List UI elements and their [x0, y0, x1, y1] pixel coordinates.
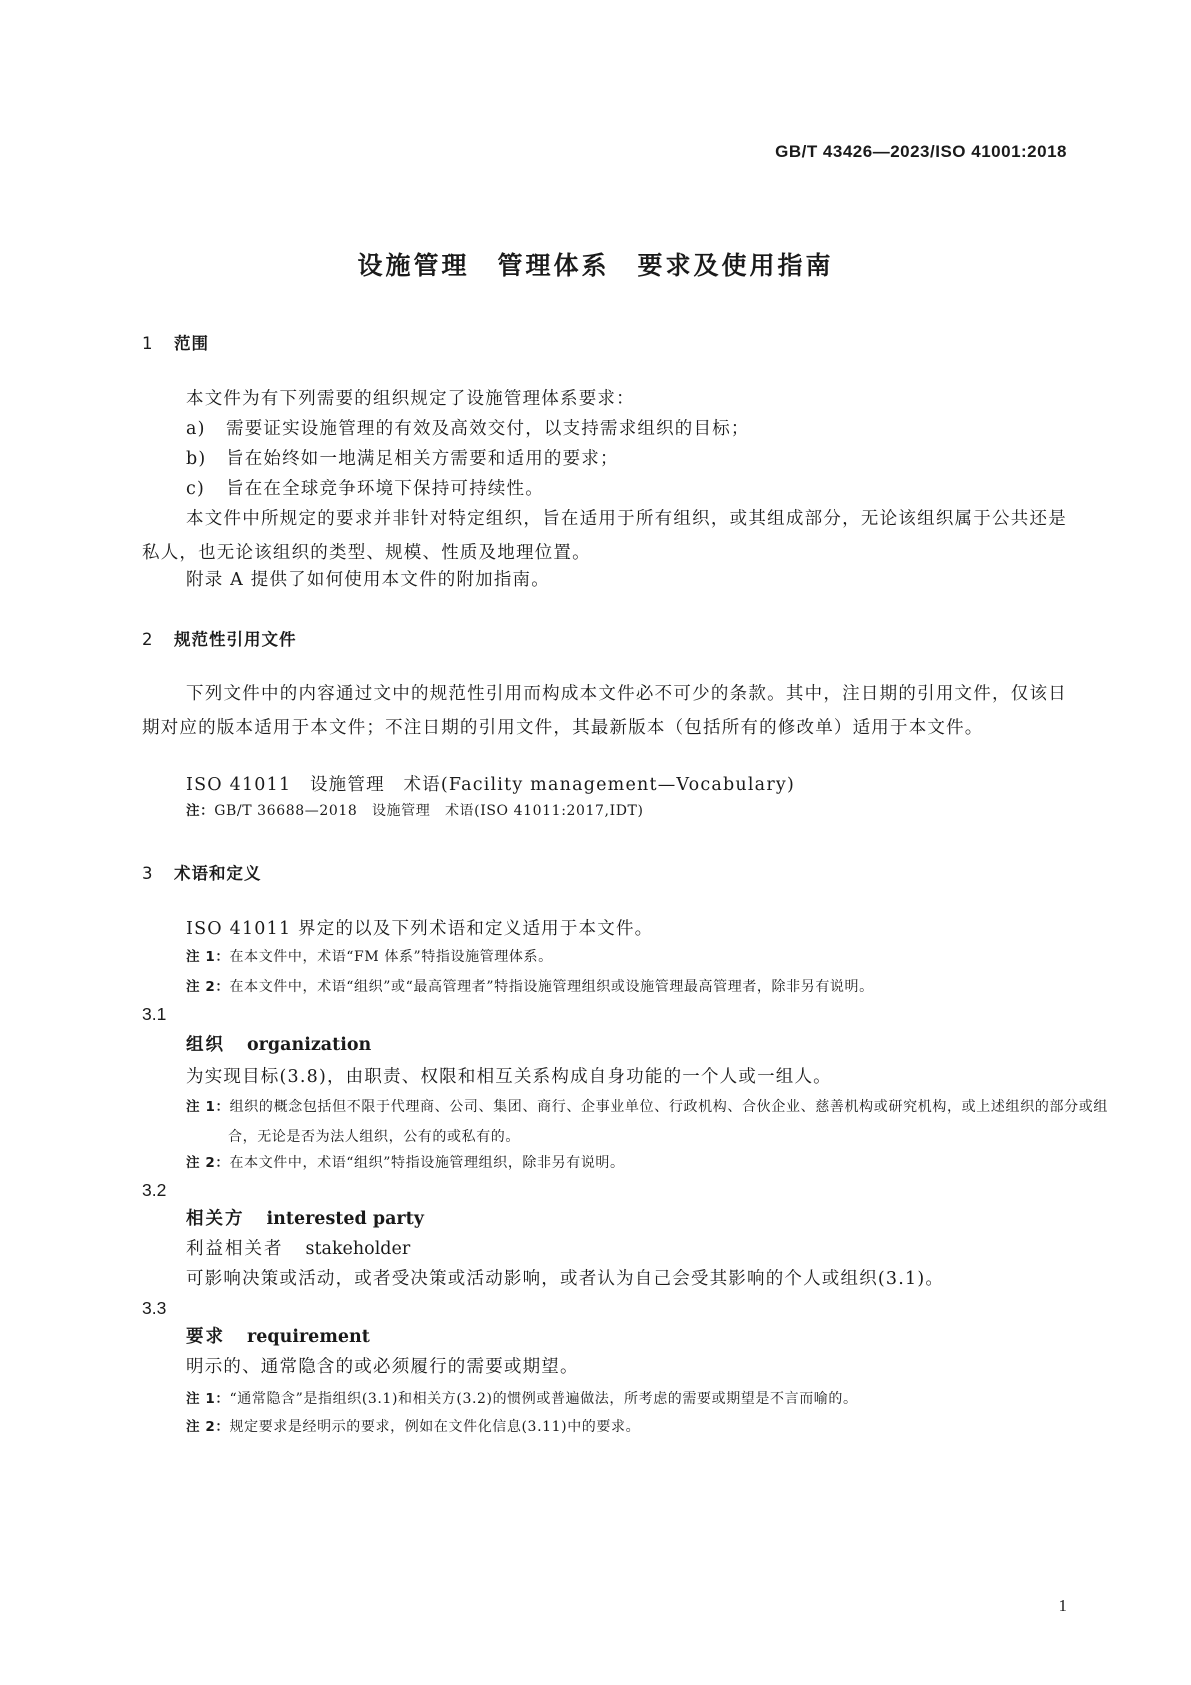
list-item-tag: b) [186, 449, 207, 469]
list-item [186, 472, 1066, 506]
list-item [186, 412, 1066, 446]
note-text: 在本文件中，术语“FM 体系”特指设施管理体系。 [229, 949, 553, 965]
note-label: 注： [186, 803, 215, 819]
terms-note-2 [186, 972, 1066, 1002]
term-number: 3.3 [142, 1298, 167, 1318]
term-definition: 可影响决策或活动，或者受决策或活动影响，或者认为自己会受其影响的个人或组织(3.1)。 [186, 1269, 945, 1289]
note-text: 组织的概念包括但不限于代理商、公司、集团、商行、企事业单位、行政机构、合伙企业、慈善机构或研究机构，或上述组织的部分或组合，无论是否为法人组织，公有的或私有的。 [228, 1099, 1108, 1145]
section-number: 3 [142, 864, 154, 883]
note-label: 注 2： [186, 979, 230, 995]
note-label: 注 1： [186, 949, 230, 965]
note-text: “通常隐含”是指组织(3.1)和相关方(3.2)的惯例或普遍做法，所考虑的需要或期望是不言而喻的。 [229, 1391, 858, 1407]
note-text: GB/T 36688—2018 设施管理 术语(ISO 41011:2017,IDT) [214, 803, 644, 819]
term-note [186, 1412, 1066, 1442]
section-2-heading [142, 626, 297, 650]
admitted-term-cn: 利益相关者 [186, 1239, 284, 1259]
term-en: requirement [247, 1327, 370, 1347]
section-title: 范围 [174, 334, 209, 353]
annex-note: 附录 A 提供了如何使用本文件的附加指南。 [186, 570, 550, 590]
document-title: 设施管理 管理体系 要求及使用指南 [357, 251, 834, 280]
page-number: 1 [1058, 1596, 1067, 1615]
terms-note-1 [186, 942, 1066, 972]
admitted-term-en: stakeholder [305, 1239, 411, 1259]
admitted-term [186, 1234, 410, 1264]
note-label: 注 1： [186, 1099, 230, 1115]
list-item-tag: a) [186, 419, 206, 439]
list-item-text: 需要证实设施管理的有效及高效交付，以支持需求组织的目标； [226, 419, 750, 439]
term-note [186, 1092, 1108, 1152]
terms-intro: ISO 41011 界定的以及下列术语和定义适用于本文件。 [186, 919, 654, 939]
section-number: 2 [142, 630, 154, 649]
note-text: 在本文件中，术语“组织”特指设施管理组织，除非另有说明。 [229, 1155, 625, 1171]
term-number: 3.1 [142, 1004, 167, 1024]
section-title: 规范性引用文件 [174, 630, 297, 649]
list-item-text: 旨在始终如一地满足相关方需要和适用的要求； [226, 449, 619, 469]
normative-paragraph: 下列文件中的内容通过文中的规范性引用而构成本文件必不可少的条款。其中，注日期的引用文件，仅该日期对应的版本适用于本文件；不注日期的引用文件，其最新版本（包括所有的修改单）适用于本文件。 [142, 684, 1067, 738]
term-cn: 组织 [186, 1035, 225, 1055]
term-note [186, 1384, 1066, 1414]
scope-paragraph: 本文件中所规定的要求并非针对特定组织，旨在适用于所有组织，或其组成部分，无论该组织属于公共还是私人，也无论该组织的类型、规模、性质及地理位置。 [142, 509, 1067, 563]
term-definition: 明示的、通常隐含的或必须履行的需要或期望。 [186, 1357, 579, 1377]
term-heading [186, 1030, 371, 1060]
term-cn: 要求 [186, 1327, 225, 1347]
section-1-heading [142, 330, 209, 354]
term-en: interested party [266, 1209, 424, 1229]
term-en: organization [247, 1035, 372, 1055]
section-number: 1 [142, 334, 154, 353]
normative-reference: ISO 41011 设施管理 术语(Facility management—Vocabulary) [186, 775, 795, 795]
standard-code: GB/T 43426—2023/ISO 41001:2018 [775, 142, 1067, 161]
note-label: 注 1： [186, 1391, 230, 1407]
section-3-heading [142, 860, 262, 884]
term-heading [186, 1204, 424, 1234]
note-label: 注 2： [186, 1419, 230, 1435]
list-item-tag: c) [186, 479, 206, 499]
note-label: 注 2： [186, 1155, 230, 1171]
section-title: 术语和定义 [174, 864, 262, 883]
term-heading [186, 1322, 370, 1352]
term-cn: 相关方 [186, 1209, 245, 1229]
list-item [186, 442, 1066, 476]
term-note [186, 1148, 1066, 1178]
list-item-text: 旨在在全球竞争环境下保持可持续性。 [226, 479, 544, 499]
note-text: 在本文件中，术语“组织”或“最高管理者”特指设施管理组织或设施管理最高管理者，除非另有说明。 [229, 979, 874, 995]
scope-intro: 本文件为有下列需要的组织规定了设施管理体系要求： [186, 389, 635, 409]
term-definition: 为实现目标(3.8)，由职责、权限和相互关系构成自身功能的一个人或一组人。 [186, 1067, 832, 1087]
note-text: 规定要求是经明示的要求，例如在文件化信息(3.11)中的要求。 [229, 1419, 641, 1435]
term-number: 3.2 [142, 1180, 167, 1200]
reference-note [186, 796, 1066, 826]
